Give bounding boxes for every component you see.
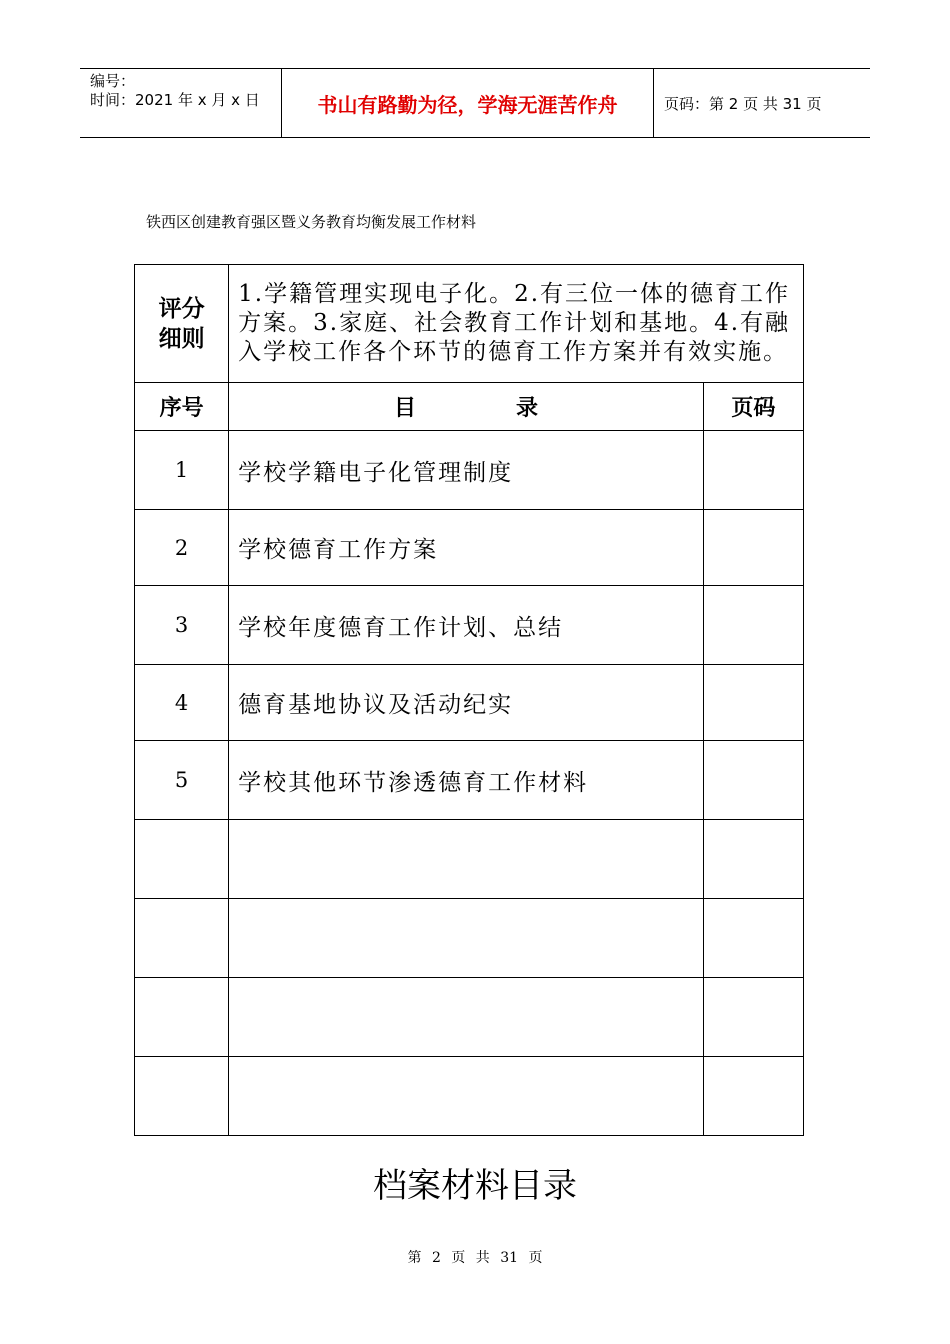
table-row: [135, 665, 804, 741]
row-page: [703, 1057, 803, 1136]
page-info: 页码：第 2 页 共 31 页: [664, 94, 822, 113]
row-title: [229, 820, 704, 899]
row-page: [703, 586, 803, 665]
row-page: [703, 741, 803, 820]
table-row: [135, 978, 804, 1057]
row-number: [135, 1057, 229, 1136]
row-page: [703, 431, 803, 510]
row-page: [703, 665, 803, 741]
row-page: [703, 899, 803, 978]
row-page: [703, 978, 803, 1057]
row-title: 德育基地协议及活动纪实: [229, 665, 704, 741]
row-number: [135, 978, 229, 1057]
toc-table: [134, 264, 804, 1136]
toc-header-right: 录: [515, 396, 538, 421]
table-row: [135, 586, 804, 665]
archive-catalog-title: 档案材料目录: [373, 1166, 577, 1206]
row-page: [703, 820, 803, 899]
criteria-text: 1.学籍管理实现电子化。2.有三位一体的德育工作方案。3.家庭、社会教育工作计划和基地。4.有融入学校工作各个环节的德育工作方案并有效实施。: [229, 265, 804, 383]
table-row: [135, 431, 804, 510]
date-label: 时间：2021 年 x 月 x 日: [90, 91, 260, 109]
toc-header-left: 目: [393, 396, 416, 421]
page-footer: 第 2 页 共 31 页: [407, 1250, 543, 1266]
row-number: 3: [135, 586, 229, 665]
criteria-label-line2: 细则: [158, 325, 205, 352]
row-title: 学校学籍电子化管理制度: [229, 431, 704, 510]
row-title: 学校年度德育工作计划、总结: [229, 586, 704, 665]
page-header: 页码: [703, 383, 803, 431]
header-table: [80, 68, 870, 138]
row-number: 1: [135, 431, 229, 510]
row-title: 学校德育工作方案: [229, 510, 704, 586]
row-title: [229, 1057, 704, 1136]
document-title: 铁西区创建教育强区暨义务教育均衡发展工作材料: [146, 213, 477, 231]
row-page: [703, 510, 803, 586]
criteria-row: [135, 265, 804, 383]
table-row: [135, 1057, 804, 1136]
motto: 书山有路勤为径，学海无涯苦作舟: [281, 69, 654, 137]
row-number: 5: [135, 741, 229, 820]
table-row: [135, 899, 804, 978]
table-header-row: [135, 383, 804, 431]
criteria-label: [135, 265, 229, 383]
row-number: 4: [135, 665, 229, 741]
seq-header: 序号: [135, 383, 229, 431]
row-number: [135, 899, 229, 978]
row-title: [229, 978, 704, 1057]
row-title: [229, 899, 704, 978]
header-left-cell: [80, 69, 280, 137]
toc-header: [229, 383, 704, 431]
table-row: [135, 820, 804, 899]
table-row: [135, 510, 804, 586]
row-number: 2: [135, 510, 229, 586]
row-title: 学校其他环节渗透德育工作材料: [229, 741, 704, 820]
row-number: [135, 820, 229, 899]
number-label: 编号：: [90, 72, 136, 90]
criteria-label-line1: 评分: [158, 295, 205, 322]
table-row: [135, 741, 804, 820]
